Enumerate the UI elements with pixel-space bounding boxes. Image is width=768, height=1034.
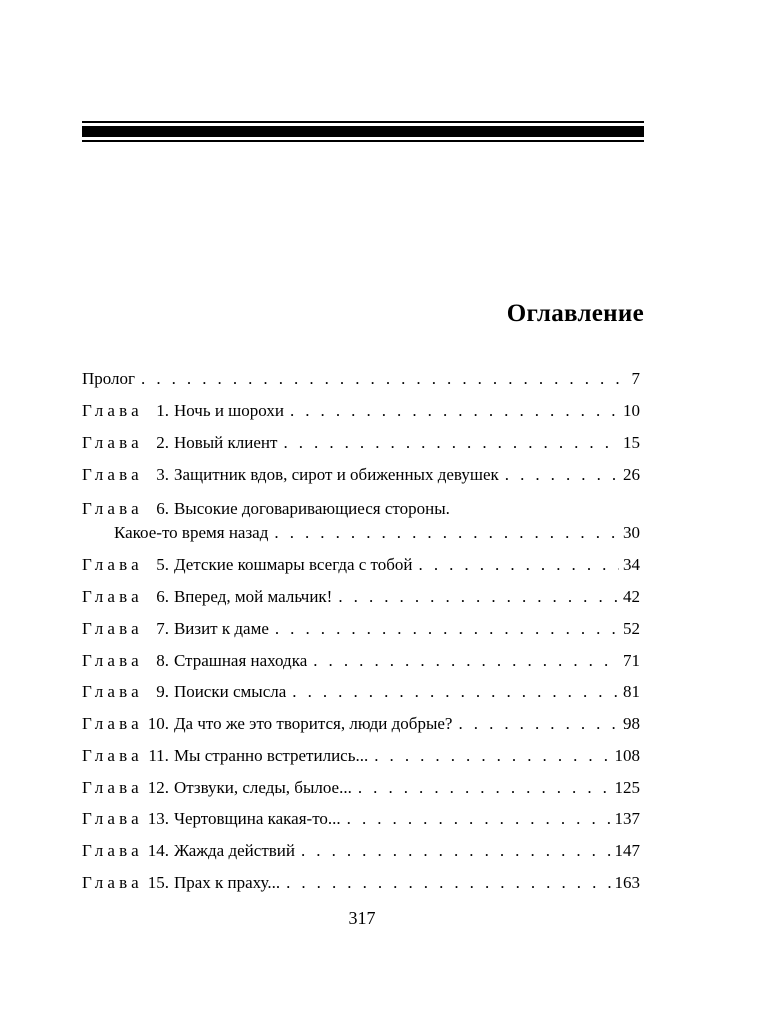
chapter-word: Глава: [82, 778, 143, 797]
entry-title: Да что же это творится, люди добрые?: [173, 714, 453, 733]
entry-page: 15: [623, 433, 640, 452]
chapter-number: 11.: [148, 746, 169, 765]
entry-title: Жажда действий: [173, 841, 295, 860]
toc-entry-prologue[interactable]: [82, 366, 640, 392]
entry-page: 10: [623, 401, 640, 420]
entry-title: Вперед, мой мальчик!: [173, 587, 333, 606]
chapter-number: 13.: [147, 809, 169, 828]
entry-title: Высокие договаривающиеся стороны.: [173, 499, 450, 518]
entry-page: 125: [614, 778, 640, 797]
dot-leader: [352, 775, 611, 801]
dot-leader: [295, 838, 611, 864]
toc-entry[interactable]: [82, 496, 640, 522]
entry-title: Чертовщина какая-то...: [173, 809, 341, 828]
dot-leader: [413, 552, 619, 578]
toc-entry[interactable]: [82, 806, 640, 832]
chapter-number: 2.: [156, 433, 169, 452]
dot-leader: [269, 616, 619, 642]
chapter-number: 1.: [156, 401, 169, 420]
entry-title: Поиски смысла: [173, 682, 287, 701]
entry-page: 26: [623, 465, 640, 484]
chapter-number: 7.: [156, 619, 169, 638]
toc-entry[interactable]: [82, 711, 640, 737]
chapter-word: Глава: [82, 746, 143, 765]
chapter-word: Глава: [82, 873, 143, 892]
top-rule-thick: [82, 126, 644, 137]
chapter-number: 5.: [156, 555, 169, 574]
chapter-number: 15.: [147, 873, 169, 892]
toc-entry[interactable]: [82, 838, 640, 864]
chapter-word: Глава: [82, 619, 143, 638]
entry-title: Прах к праху...: [173, 873, 281, 892]
page-number: 317: [348, 908, 376, 928]
dot-leader: [277, 430, 619, 456]
dot-leader: [135, 366, 627, 392]
toc-entry[interactable]: [82, 398, 640, 424]
toc-title: Оглавление: [506, 300, 644, 327]
chapter-word: Глава: [82, 714, 143, 733]
entry-page: 52: [623, 619, 640, 638]
chapter-word: Глава: [82, 651, 143, 670]
toc-entry[interactable]: [82, 870, 640, 896]
dot-leader: [341, 806, 611, 832]
entry-page: 137: [614, 809, 640, 828]
chapter-number: 8.: [156, 651, 169, 670]
entry-title: Страшная находка: [173, 651, 308, 670]
chapter-number: 12.: [147, 778, 169, 797]
entry-title: Пролог: [82, 369, 136, 388]
toc-entry[interactable]: [82, 584, 640, 610]
entry-title: Защитник вдов, сирот и обиженных девушек: [173, 465, 499, 484]
chapter-number: 9.: [156, 682, 169, 701]
dot-leader: [280, 870, 610, 896]
toc-entry[interactable]: [82, 552, 640, 578]
chapter-number: 14.: [147, 841, 169, 860]
entry-title: Мы странно встретились...: [173, 746, 369, 765]
dot-leader: [284, 398, 619, 424]
entry-page: 30: [623, 523, 640, 542]
top-rule-thin-lower: [82, 140, 644, 142]
toc-entry[interactable]: [82, 775, 640, 801]
dot-leader: [268, 520, 619, 546]
toc-entry[interactable]: [82, 462, 640, 488]
dot-leader: [307, 648, 619, 674]
chapter-word: Глава: [82, 841, 143, 860]
chapter-word: Глава: [82, 587, 143, 606]
dot-leader: [499, 462, 619, 488]
entry-page: 108: [614, 746, 640, 765]
entry-page: 71: [623, 651, 640, 670]
dot-leader: [286, 679, 619, 705]
entry-page: 34: [623, 555, 640, 574]
chapter-word: Глава: [82, 499, 143, 518]
entry-page: 163: [614, 873, 640, 892]
dot-leader: [452, 711, 619, 737]
top-rule-thin-upper: [82, 121, 644, 123]
dot-leader: [368, 743, 610, 769]
chapter-number: 6.: [156, 499, 169, 518]
entry-title: Детские кошмары всегда с тобой: [173, 555, 413, 574]
chapter-number: 6.: [156, 587, 169, 606]
toc-entry[interactable]: [82, 616, 640, 642]
entry-page: 98: [623, 714, 640, 733]
entry-page: 81: [623, 682, 640, 701]
entry-title: Новый клиент: [173, 433, 278, 452]
chapter-number: 3.: [156, 465, 169, 484]
chapter-word: Глава: [82, 809, 143, 828]
dot-leader: [332, 584, 619, 610]
entry-page: 42: [623, 587, 640, 606]
toc-entry[interactable]: [82, 430, 640, 456]
entry-title-continuation: Какое-то время назад: [114, 523, 269, 542]
entry-title: Отзвуки, следы, былое...: [173, 778, 352, 797]
chapter-word: Глава: [82, 682, 143, 701]
toc-entry[interactable]: [82, 648, 640, 674]
chapter-word: Глава: [82, 465, 143, 484]
toc-entry[interactable]: [82, 679, 640, 705]
entry-page: 147: [614, 841, 640, 860]
toc-entry-continuation[interactable]: [82, 520, 640, 546]
chapter-word: Глава: [82, 555, 143, 574]
chapter-word: Глава: [82, 401, 143, 420]
chapter-number: 10.: [147, 714, 169, 733]
chapter-word: Глава: [82, 433, 143, 452]
entry-page: 7: [631, 369, 640, 388]
toc-entry[interactable]: [82, 743, 640, 769]
entry-title: Визит к даме: [173, 619, 269, 638]
entry-title: Ночь и шорохи: [173, 401, 284, 420]
